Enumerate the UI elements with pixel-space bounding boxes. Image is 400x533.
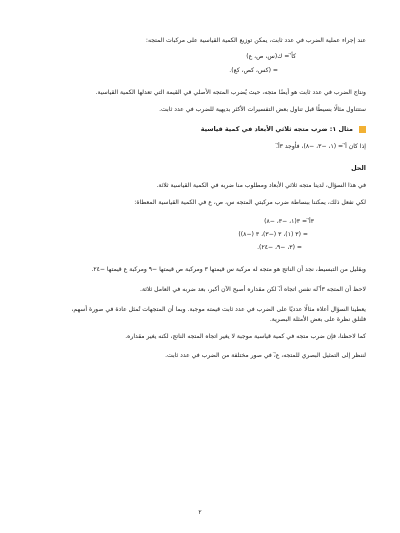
note-paragraph-2-line-1: يعطينا السؤال أعلاه مثالًا عدديًا على الضرب في عدد ثابت قيمته موجبة. وبما أن المتجهات تُمثل عادة في صورة أسهم،: [71, 306, 366, 313]
solution-paragraph-3: وبقليل من التبسيط، نجد أن الناتج هو متجه له مركبة س قيمتها ٣ ومركبة ص قيمتها −٩ ومركبة ع قيمتها −٢٤.: [91, 266, 366, 273]
page-number: ٢: [198, 509, 202, 516]
solution-equation-2: = (٣ (١)، ٣ (−٣)، ٣ (−٨)): [238, 231, 308, 238]
paragraph-next-example: ستتناول مثالًا بسيطًا قبل تناول بعض التفسيرات الأكثر بديهية للضرب في عدد ثابت.: [159, 106, 366, 113]
solution-equation-3: = (٣، −٩، −٢٤).: [257, 244, 302, 251]
solution-heading: الحل: [351, 164, 366, 172]
solution-paragraph-2: لكي نفعل ذلك، يمكننا ببساطة ضرب مركبتي المتجه س، ص، ع في الكمية القياسية المعطاة:: [134, 199, 366, 206]
equation-scalar-result: = (كس، كص، كع).: [229, 67, 278, 74]
solution-paragraph-1: في هذا السؤال، لدينا متجه ثلاثي الأبعاد ومطلوب منا ضربه في الكمية القياسية ثلاثة.: [156, 182, 366, 189]
example-title: مثال ١: ضرب متجه ثلاثي الأبعاد في كمية قياسية: [200, 125, 353, 133]
equation-scalar-distribution: كأ⃗ = ك(س، ص، ع): [246, 53, 296, 60]
note-paragraph-2-line-2: فلنلق نظرة على بعض الأمثلة البصرية.: [269, 316, 366, 323]
note-paragraph-4: لننظر إلى التمثيل البصري للمتجه، ع⃗، في صور مختلفة من الضرب في عدد ثابت.: [165, 352, 366, 359]
paragraph-scalar-product: ونتاج الضرب في عدد ثابت هو أيضًا متجه، حيث يُضرب المتجه الأصلي في القيمة التي تعدلها الكمية القياسية.: [95, 89, 366, 96]
note-paragraph-1: لاحظ أن المتجه ٣أ⃗ له نفس اتجاه أ⃗، لكن مقداره أصبح الآن أكبر، بعد ضربه في العامل ثلاثة.: [140, 286, 366, 293]
solution-equation-1: ٣أ⃗ = ٣(١، −٣، −٨): [264, 218, 314, 225]
note-paragraph-3: كما لاحظنا، فإن ضرب متجه في كمية قياسية موجبة لا يغير اتجاه المتجه الناتج، لكنه يغير مقداره.: [125, 333, 366, 340]
example-heading: [34, 124, 366, 134]
example-marker-icon: [359, 126, 366, 133]
intro-paragraph: عند إجراء عملية الضرب في عدد ثابت، يمكن توزيع الكمية القياسية على مركبات المتجه:: [145, 37, 366, 44]
example-statement: إذا كان أ⃗ = (١، −٣، −٨)، فأوجد ٣أ⃗.: [276, 143, 366, 150]
